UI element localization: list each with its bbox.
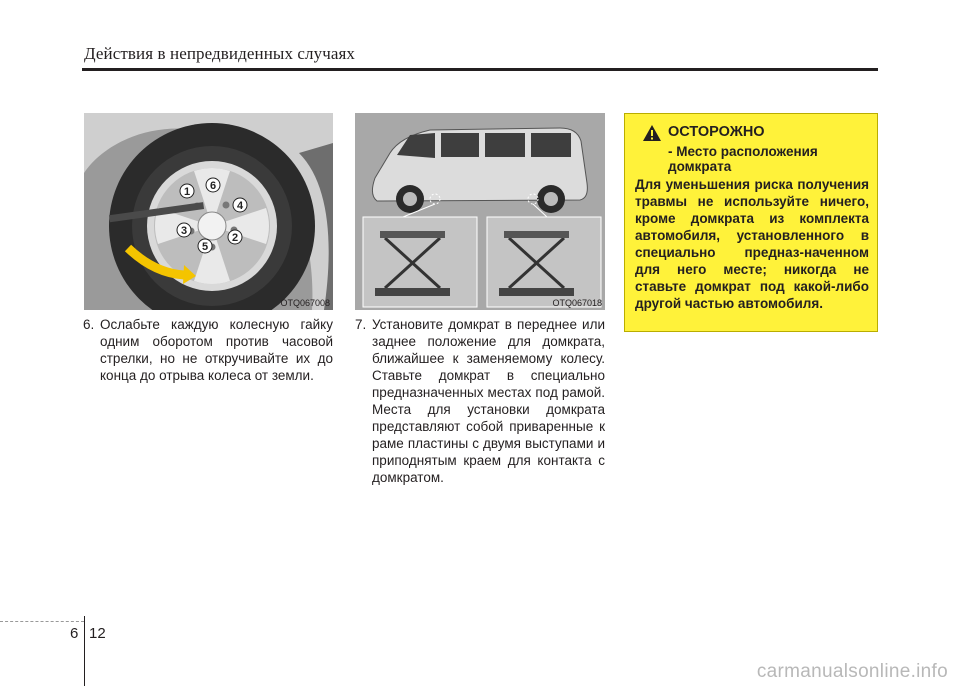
warning-triangle-icon	[642, 124, 662, 142]
warning-title: ОСТОРОЖНО	[668, 124, 765, 140]
step-text: Ослабьте каждую колесную гайку одним оборотом против часовой стрелки, но не откручивайте их до конца до отрыва колеса от земли.	[100, 317, 333, 383]
figure-code: OTQ067008	[280, 298, 330, 308]
section-title: Действия в непредвиденных случаях	[84, 44, 356, 63]
warning-box	[624, 113, 878, 332]
van-jack-illustration	[355, 113, 605, 310]
step-number: 6.	[83, 317, 95, 332]
nut-label-6: 6	[209, 180, 217, 192]
van-figure	[355, 113, 605, 310]
nut-label-2: 2	[231, 232, 239, 244]
warning-subtitle: - Место расположения домкрата	[668, 144, 818, 174]
page-number: 12	[89, 625, 106, 642]
step-7	[355, 316, 605, 486]
footer-vertical-rule	[84, 616, 85, 686]
chapter-number: 6	[70, 625, 79, 642]
nut-label-3: 3	[180, 225, 188, 237]
nut-label-1: 1	[183, 186, 191, 198]
wheel-illustration	[84, 113, 333, 310]
watermark: carmanualsonline.info	[756, 661, 948, 682]
step-text: Установите домкрат в переднее или заднее положение для домкрата, ближайшее к заменяемому колесу. Ставьте домкрат в специально предназначенных местах под рамой. Места для установки домкрата представляют собой приваренные к раме пластины с двумя выступами и приподнятым краем для контакта с домкратом.	[372, 317, 605, 485]
warning-text: Для уменьшения риска получения травмы не используйте ничего, кроме домкрата из комплекта автомобиля, установленного в специально предназ-наченном для него месте; никогда не ставьте домкрат под какой-либо другой частью автомобиля.	[635, 177, 869, 311]
step-6	[83, 316, 333, 384]
step-number: 7.	[355, 317, 367, 332]
wheel-figure	[84, 113, 333, 310]
header-divider	[82, 68, 878, 71]
footer-divider	[0, 621, 84, 622]
nut-label-4: 4	[236, 200, 244, 212]
figure-code: OTQ067018	[552, 298, 602, 308]
nut-label-5: 5	[201, 241, 209, 253]
